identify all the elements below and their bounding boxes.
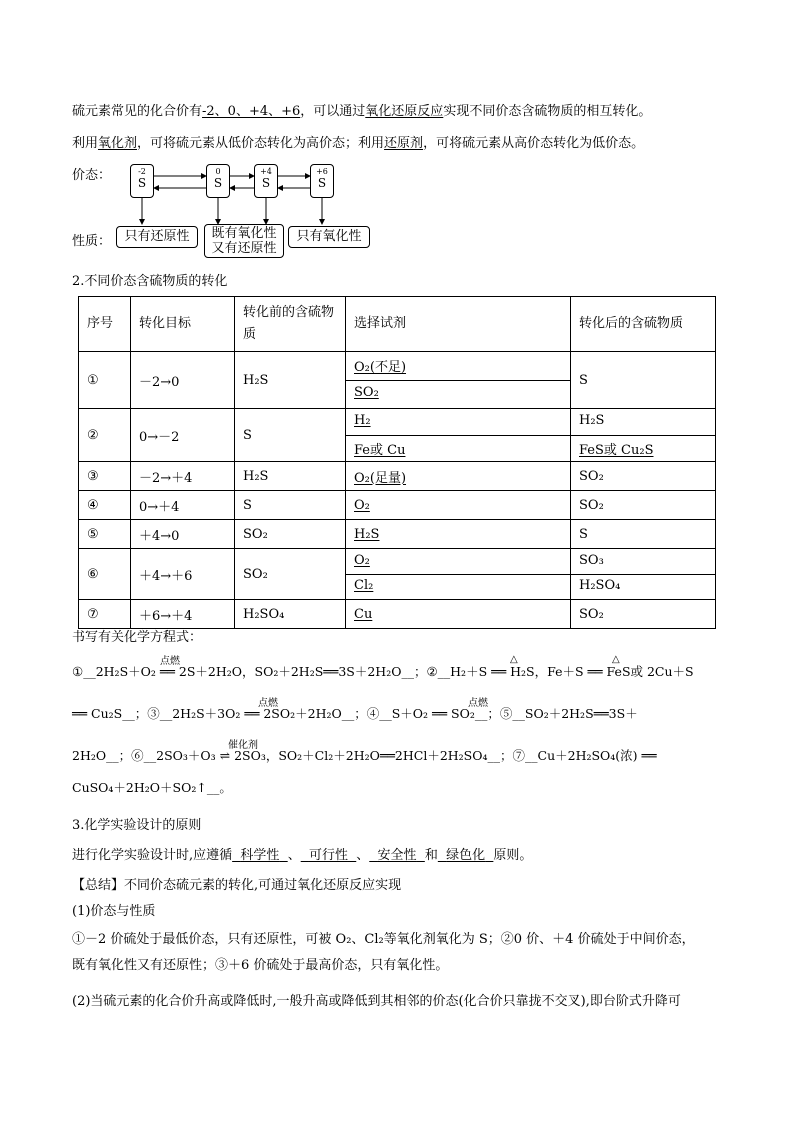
table-row [79,520,716,549]
cell-after: S [571,352,716,409]
condition-heat: △ [510,654,518,665]
cell-before: SO₂ [235,549,346,600]
section-2-title: 2.不同价态含硫物质的转化 [72,274,228,289]
property-both-line1: 既有氧化性 [211,226,277,241]
valence-box-plus4 [254,164,278,198]
section-3-title: 3.化学实验设计的原则 [72,818,202,833]
reagent-entry [346,435,570,461]
property-both-line2: 又有还原性 [211,241,277,256]
product-text: SO₃ [579,552,604,568]
principle-text: 可行性 [308,848,348,863]
summary-subtitle-1: (1)价态与性质 [72,904,156,919]
element-symbol: S [261,176,271,190]
cell-after: S [571,520,716,549]
valence-label: 价态： [72,168,112,183]
principle [232,848,288,863]
element-symbol: S [137,176,147,190]
cell-target: －2→0 [131,352,235,409]
charge-label: 0 [215,167,221,176]
principle [438,848,494,863]
redox-term: 氧化还原反应 [365,104,444,119]
text: 进行化学实验设计时,应遵循 [72,848,233,863]
valence-list: -2、0、+4、+6 [202,104,301,119]
summary-text-2: (2)当硫元素的化合价升高或降低时,一般升高或降低到其相邻的价态(化合价只靠拢不交叉),即台阶式升降可 [72,994,681,1009]
product-text: H₂S [579,412,605,428]
intro-line-1 [72,102,651,122]
charge-label: -2 [138,167,146,176]
table-header-row [79,297,716,352]
header-no: 序号 [79,297,131,352]
cell-before: H₂SO₄ [235,600,346,629]
valence-box-minus2 [130,164,154,198]
cell-no: ④ [79,491,131,520]
cell-after: SO₂ [571,600,716,629]
cell-no: ② [79,409,131,462]
cell-reagent [346,600,571,629]
reagent-text: H₂S [354,526,380,542]
reagent-text: O₂(不足) [354,360,407,375]
intro-line-2 [72,134,644,154]
cell-after: SO₂ [571,491,716,520]
valence-box-plus6 [310,164,334,198]
reagent-text: H₂ [354,412,371,428]
element-symbol: S [213,176,223,190]
equation-line-3: 2H₂O__；⑥__2SO₃＋O₃ ⇌ 2SO₃，SO₂＋Cl₂＋2H₂O══2HCl＋2H₂SO₄__；⑦__Cu＋2H₂SO₄(浓) ══ [72,748,657,763]
cell-target: ＋4→0 [131,520,235,549]
text: 原则。 [493,848,533,863]
cell-after [571,409,716,462]
table-row [79,409,716,462]
condition-ignite: 点燃 [160,656,180,667]
condition-catalyst: 催化剂 [228,740,258,751]
condition-heat: △ [612,654,620,665]
product-entry [571,435,715,461]
equation-line-1: ①__2H₂S＋O₂ ══ 2S＋2H₂O，SO₂＋2H₂S══3S＋2H₂O__；②__H₂＋S ══ H₂S，Fe＋S ══ FeS或 2Cu＋S [72,664,694,679]
cell-reagent [346,462,571,491]
property-label: 性质： [72,234,112,249]
reagent-entry [346,550,570,574]
intro-text: 硫元素常见的化合价有 [72,104,203,119]
header-reagent: 选择试剂 [346,297,571,352]
table-row [79,549,716,600]
cell-after: SO₂ [571,462,716,491]
summary-text-1b: 既有氧化性又有还原性；③＋6 价硫处于最高价态，只有氧化性。 [72,958,449,973]
intro-text: ，可以通过 [300,104,366,119]
cell-reagent [346,549,571,600]
text: 和 [424,848,438,863]
principle-text: 绿色化 [446,848,486,863]
intro-text: 实现不同价态含硫物质的相互转化。 [443,104,652,119]
charge-label: +6 [316,167,328,176]
cell-no: ③ [79,462,131,491]
cell-reagent [346,491,571,520]
cell-before: H₂S [235,352,346,409]
cell-reagent [346,520,571,549]
intro-text: ，可将硫元素从低价态转化为高价态；利用 [137,136,385,151]
cell-before: S [235,491,346,520]
valence-box-0 [206,164,230,198]
reagent-entry [346,574,570,599]
equation-line-2: ══ Cu₂S__；③__2H₂S＋3O₂ ══ 2SO₂＋2H₂O__；④__S＋O₂ ══ SO₂__；⑤__SO₂＋2H₂S══3S＋ [72,706,638,721]
table-row [79,600,716,629]
reagent-text: Cl₂ [354,577,374,593]
condition-ignite: 点燃 [258,698,278,709]
cell-target: 0→＋4 [131,491,235,520]
cell-no: ⑦ [79,600,131,629]
condition-ignite: 点燃 [468,698,488,709]
section-3-text: 进行化学实验设计时,应遵循 科学性 、 可行性 、 安全性 和 绿色化 原则。 [72,848,533,863]
reagent-text: Fe或 Cu [354,442,406,458]
intro-text: 利用 [72,136,99,151]
cell-reagent [346,352,571,409]
principle [301,848,357,863]
table-row [79,462,716,491]
header-target: 转化目标 [131,297,235,352]
product-text: H₂SO₄ [571,574,715,599]
oxidant-term: 氧化剂 [98,136,138,151]
reagent-text: O₂(足量) [354,470,407,486]
principle-text: 安全性 [377,848,417,863]
reagent-text: O₂ [354,497,370,513]
equations-title: 书写有关化学方程式： [72,630,203,645]
cell-after [571,549,716,600]
cell-before: S [235,409,346,462]
reagent-entry [346,352,570,380]
cell-reagent [346,409,571,462]
header-after: 转化后的含硫物质 [571,297,716,352]
principle [369,848,425,863]
cell-no: ⑥ [79,549,131,600]
conversion-table [78,296,716,629]
cell-before: H₂S [235,462,346,491]
summary-text-1a: ①－2 价硫处于最低价态，只有还原性，可被 O₂、Cl₂等氧化剂氧化为 S；②0 价、＋4 价硫处于中间价态， [72,932,695,947]
table-row [79,491,716,520]
charge-label: +4 [260,167,272,176]
intro-text: ，可将硫元素从高价态转化为低价态。 [423,136,645,151]
reagent-entry [346,410,570,435]
element-symbol: S [317,176,327,190]
reagent-text: O₂ [354,552,370,568]
cell-target: ＋4→＋6 [131,549,235,600]
product-text: FeS或 Cu₂S [579,442,654,458]
cell-target: ＋6→＋4 [131,600,235,629]
principle-text: 科学性 [240,848,280,863]
reductant-term: 还原剂 [384,136,424,151]
reagent-text: SO₂ [354,385,379,400]
cell-target: 0→－2 [131,409,235,462]
header-before: 转化前的含硫物质 [235,297,346,352]
property-both [204,224,284,258]
cell-no: ① [79,352,131,409]
property-reducing-only: 只有还原性 [116,226,198,248]
cell-before: SO₂ [235,520,346,549]
reagent-entry [346,380,570,408]
summary-title: 【总结】不同价态硫元素的转化,可通过氧化还原反应实现 [72,878,402,893]
reagent-text: Cu [354,606,373,622]
valence-diagram [72,160,492,260]
cell-target: －2→＋4 [131,462,235,491]
property-oxidizing-only: 只有氧化性 [288,226,370,248]
equation-line-4: CuSO₄＋2H₂O＋SO₂↑__。 [72,780,232,795]
cell-no: ⑤ [79,520,131,549]
table-row [79,352,716,409]
